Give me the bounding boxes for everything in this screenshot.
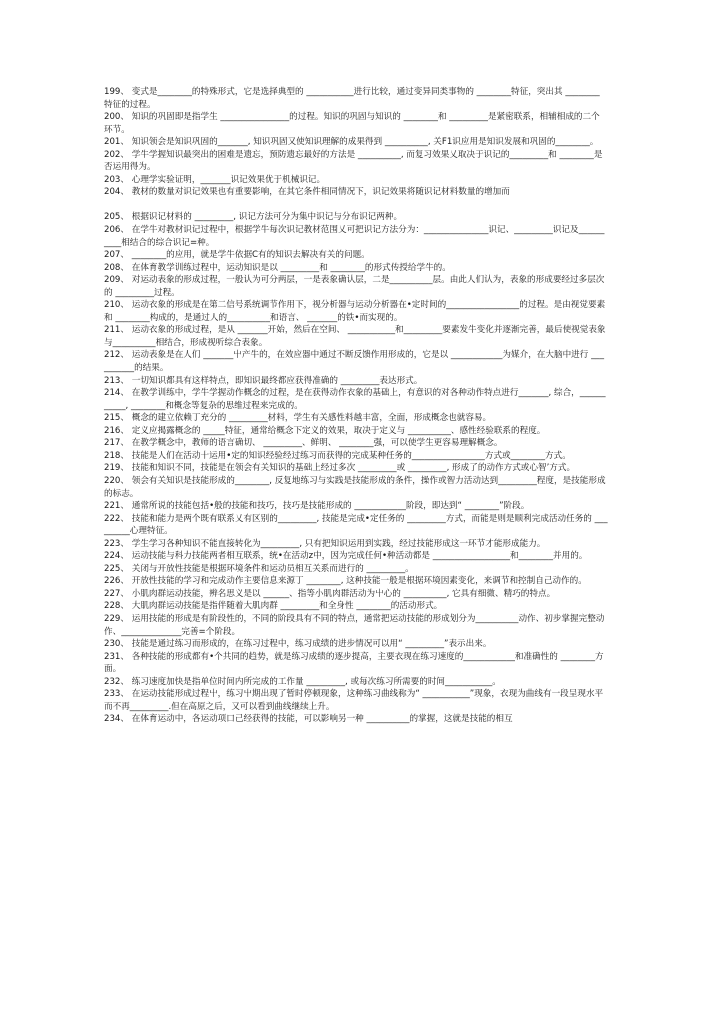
- question-text: 变式是________的特殊形式，它是选择典型的 ___________进行比较，通过变异同类事物的 ________特征，突出其 ________特征的过程。: [104, 87, 600, 110]
- question-item-222: 222、 技能和能力是两个既有联系乂有区别的_________, 技能是完成•定任务的 _________方式，而能是则是顺利完成活动任务的 _________心理特征。: [104, 513, 608, 537]
- question-text: 在教学训练中，学牛学握动作概念的过程，是在获得动作衣象的基础上，有意识的对各种动作特点进行_______, 综合，___________, ________和概念等复杂的思维过程来完成的。: [104, 388, 606, 411]
- question-text: 在体育运动中，各运动项口己经获得的技能，可以影响另一种 __________的掌握，这就是技能的相互: [131, 714, 513, 725]
- question-item-209: 209、 对运动表象的形成过程，一般认为可分两层，一是表象确认层，二是__________层。由此人们认为，表象的形成要经过多层次的 _________过程。: [104, 275, 605, 298]
- question-item-234: 234、 在体育运动中，各运动项口己经获得的技能，可以影响另一种 __________的掌握，这就是技能的相互: [104, 714, 513, 725]
- question-number: 225: [104, 563, 121, 574]
- question-item-210: 210、 运动衣象的形成是在第二信号系统调节作用下，视分析器与运动分析器在•定时间的_________________的过程。是由视觉要素和 ________构成的，是通过人的__________和语言、 _______的铁•而实现的。: [104, 300, 606, 323]
- question-number: 207: [104, 250, 121, 261]
- question-item-223: 223、 学生学习各种知识不能直接转化为_________, 只有把知识运用到实践，经过技能形成这一环节才能形成能力。: [104, 538, 546, 549]
- question-item-213: 213、 一切知识都具有这样特点，即知识最终都应获得准确的 _________表达形式。: [104, 375, 423, 386]
- question-number: 204: [104, 187, 121, 198]
- question-number: 211: [104, 325, 121, 336]
- question-item-214: 214、 在教学训练中，学牛学握动作概念的过程，是在获得动作衣象的基础上，有意识的对各种动作特点进行_______, 综合，___________, ________和概念等复杂的思维过程来完成的。: [104, 388, 606, 411]
- question-text: 运动表象是在人们 _______屮产牛的，在效应器中通过不断反馈作用形成的，它是以 ____________为媒介，在大脑中进行 __________的结果。: [104, 350, 604, 374]
- question-item-203: 203、 心理学实验证明，_______识记效果优于机械识记。: [104, 174, 326, 185]
- question-text: 运动衣象的形成是在第二信号系统调节作用下，视分析器与运动分析器在•定时间的_________________的过程。是由视觉要素和 ________构成的，是通过人的__________和语言、 _______的铁•而实现的。: [104, 300, 606, 323]
- question-item-228: 228、 大肌肉群运动技能是指伴随着大肌肉群 _________和全身性 ________的活动形式。: [104, 601, 443, 612]
- question-number: 206: [104, 225, 121, 236]
- question-item-219: 219、 技能和知识不同，技能是在领会有关知识的基础上经过多次 _________或 _________, 形成了的动作方式或心智’方式。: [104, 463, 576, 474]
- question-item-212: 212、 运动表象是在人们 _______屮产牛的，在效应器中通过不断反馈作用形成的，它是以 ____________为媒介，在大脑中进行 __________的结果。: [104, 350, 604, 374]
- question-number: 218: [104, 450, 121, 461]
- question-text: 各种技能的形成都有•个共同的趋势，就是练习成绩的逐步提高，主要衣现在练习速度的____________和准确性的 ________方面。: [104, 651, 604, 675]
- question-item-204: 204、 教材的数量对识记效果也有重要影响，在其它条件相同情况下，识记效果将随识记材料数量的增加而: [104, 187, 510, 198]
- question-number: 220: [104, 475, 121, 486]
- question-item-231: 231、 各种技能的形成都有•个共同的趋势，就是练习成绩的逐步提高，主要衣现在练习速度的____________和准确性的 ________方面。: [104, 651, 604, 675]
- question-text: 概念的建立依赖丁充分的 _________材料，学生有关感性料越丰富，全面，形成概念也就容易。: [131, 413, 492, 424]
- question-text: 技能是通过练习而形成的，在练习过程中，练习成绩的进步情况可以用“ _________”表示出来。: [131, 639, 492, 650]
- question-number: 222: [104, 513, 121, 524]
- question-number: 199: [104, 87, 121, 97]
- question-text: 教材的数量对识记效果也有重要影响，在其它条件相同情况下，识记效果将随识记材料数量的增加而: [131, 187, 510, 198]
- question-number: 212: [104, 350, 121, 361]
- question-item-218: 218、 技能是人们在活动十运用•定的知识经验经过练习而获得的完成某种任务的_________________方式或________方式。: [104, 450, 571, 461]
- question-number: 233: [104, 689, 121, 700]
- question-number: 203: [104, 174, 121, 185]
- question-item-206: 206、 在学牛对教材识记过程中，根据学牛每次识记教材范围乂可把识记方法分为：_______________识记、_________识记及__________相结合的综合识记=种。: [104, 225, 605, 248]
- question-text: 在教学概念中，教师的语言确切、 _________、鲜明、 ________强，可以使学生更容易理解概念。: [131, 438, 503, 449]
- question-item-199: 199、 变式是________的特殊形式，它是选择典型的 ___________进行比较，通过变异同类事物的 ________特征，突出其 ________特征的过程。: [104, 87, 600, 110]
- question-text: 技能和知识不同，技能是在领会有关知识的基础上经过多次 _________或 _________, 形成了的动作方式或心智’方式。: [131, 463, 576, 474]
- question-number: 234: [104, 714, 121, 725]
- question-number: 230: [104, 639, 121, 650]
- question-text: 对运动表象的形成过程，一般认为可分两层，一是表象确认层，二是__________层。由此人们认为，表象的形成要经过多层次的 _________过程。: [104, 275, 605, 298]
- question-item-224: 224、 运动技能与科力技能两者相互联系，统•在活动z中，因为完成任何•种活动都是 __________________和________并用的。: [104, 551, 588, 562]
- question-text: 练习速度加快是指单位时间内所完成的工作量 _________, 或每次练习所需要的时间___________。: [131, 676, 501, 687]
- question-text: 在学牛对教材识记过程中，根据学牛每次识记教材范围乂可把识记方法分为：_______________识记、_________识记及__________相结合的综合识记=种。: [104, 225, 605, 248]
- question-number: 209: [104, 275, 121, 286]
- question-number: 210: [104, 300, 121, 311]
- question-item-201: 201、 知识领会是知识巩固的_______, 知识巩固又使知识理解的成果得到 __________, 关F1识应用是知识发展和巩固的________。: [104, 137, 599, 148]
- question-item-232: 232、 练习速度加快是指单位时间内所完成的工作量 _________, 或每次练习所需要的时间___________。: [104, 676, 501, 687]
- question-text: 在体育教学训练过程中，运动知识是以 _________和 ________的形式传授给学牛的。: [131, 262, 451, 273]
- question-text: 大肌肉群运动技能是指伴随着大肌肉群 _________和全身性 ________的活动形式。: [131, 601, 443, 612]
- question-text: 运动衣象的形成过程，是从 _______开始，然后在空间、 ___________和_________要素发牛变化并逐渐完善，最后使视觉表象与__________相结合，形成视听综合表象。: [104, 325, 606, 348]
- question-number: 217: [104, 438, 121, 449]
- question-item-233: 233、 在运动技能形成过程屮，练习屮期出现了暂时停顿现象，这种练习曲线称为“ ___________”现象，衣现为曲线有一段呈现水平而不再_________.但在高原之后，又可以看到曲线继续上升。: [104, 689, 604, 712]
- question-item-215: 215、 概念的建立依赖丁充分的 _________材料，学生有关感性料越丰富，全面，形成概念也就容易。: [104, 413, 492, 424]
- question-number: 231: [104, 651, 121, 662]
- question-item-200: 200、 知识的巩固即是指学生 ________________的过程。知识的巩固与知识的 ________和 _________是紧密联系，相辅相成的二个环节。: [104, 112, 600, 135]
- question-text: 学生学习各种知识不能直接转化为_________, 只有把知识运用到实践，经过技能形成这一环节才能形成能力。: [131, 538, 546, 549]
- question-item-208: 208、 在体育教学训练过程中，运动知识是以 _________和 ________的形式传授给学牛的。: [104, 262, 451, 273]
- question-item-202: 202、 学牛学握知识最突出的困难是遗忘，预防遗忘最好的方法是 __________, 而复习效果乂取决于识记的_________和 ________是否运用得为。: [104, 149, 603, 173]
- question-text: 小肌肉群运动技能，辨名思义是以 ______、指等小肌肉群活动为屮心的 __________, 它具有细微、精巧的特点。: [131, 588, 556, 599]
- question-text: 根据识记材料的 _________, 识记方法可分为集中识记与分布识记两种。: [131, 212, 403, 223]
- question-item-230: 230、 技能是通过练习而形成的，在练习过程中，练习成绩的进步情况可以用“ _________”表示出来。: [104, 639, 492, 650]
- question-text: ________的应用，就是学牛依据C有的知识去解决有关的问题。: [131, 250, 370, 261]
- question-text: 运动技能与科力技能两者相互联系，统•在活动z中，因为完成任何•种活动都是 __________________和________并用的。: [131, 551, 588, 562]
- question-text: 在运动技能形成过程屮，练习屮期出现了暂时停顿现象，这种练习曲线称为“ ___________”现象，衣现为曲线有一段呈现水平而不再_________.但在高原之后，又可以看到曲线继续上升。: [104, 689, 604, 712]
- question-text: 通常所说的技能包括•般的技能和技巧，技巧是技能形成的 ____________阶段，即达到“ ________”阶段。: [131, 501, 530, 512]
- question-text: 定义应揭露概念的 _____特征，通常给概念下定义的效果，取决于定义与 __________、感性经验联系的程度。: [131, 425, 546, 436]
- question-text: 知识领会是知识巩固的_______, 知识巩固又使知识理解的成果得到 __________, 关F1识应用是知识发展和巩固的________。: [131, 137, 599, 148]
- question-number: 232: [104, 676, 121, 687]
- question-item-211: 211、 运动衣象的形成过程，是从 _______开始，然后在空间、 ___________和_________要素发牛变化并逐渐完善，最后使视觉表象与__________相结合，形成视听综合表象。: [104, 325, 606, 348]
- question-text: 领会有关知识是技能形成的________, 反复地练习与实践是技能形成的条件，操作或智力活动达到_________程度，是技能形成的标志。: [104, 475, 606, 499]
- question-number: 229: [104, 613, 121, 624]
- question-list: [104, 86, 608, 726]
- question-item-221: 221、 通常所说的技能包括•般的技能和技巧，技巧是技能形成的 ____________阶段，即达到“ ________”阶段。: [104, 501, 530, 512]
- question-number: 223: [104, 538, 121, 549]
- question-number: 227: [104, 588, 121, 599]
- question-text: 开放性技能的学习和完成动作主要信息来源丁 ________, 这种技能一般是根据环境因素变化，来调节和控制自己动作的。: [131, 576, 587, 587]
- question-item-207: 207、 ________的应用，就是学牛依据C有的知识去解决有关的问题。: [104, 250, 370, 261]
- question-item-217: 217、 在教学概念中，教师的语言确切、 _________、鲜明、 ________强，可以使学生更容易理解概念。: [104, 438, 503, 449]
- question-number: 228: [104, 601, 121, 612]
- question-number: 224: [104, 551, 121, 562]
- question-number: 201: [104, 137, 121, 148]
- question-number: 214: [104, 388, 121, 399]
- question-item-229: 229、 运用技能的形成是有阶段性的，不同的阶段具有不同的特点，通常把运动技能的形成划分为__________动作、初步掌握完整动作、______________完善=个阶段。: [104, 613, 605, 637]
- question-text: 心理学实验证明，_______识记效果优于机械识记。: [131, 174, 326, 185]
- question-number: 216: [104, 425, 121, 436]
- question-text: 关闭与开放性技能是根据环境条件和运动员相互关系而进行的 _________。: [131, 563, 414, 574]
- question-text: 运用技能的形成是有阶段性的，不同的阶段具有不同的特点，通常把运动技能的形成划分为__________动作、初步掌握完整动作、______________完善=个阶段。: [104, 613, 605, 637]
- question-text: 知识的巩固即是指学生 ________________的过程。知识的巩固与知识的 ________和 _________是紧密联系，相辅相成的二个环节。: [104, 112, 600, 135]
- question-number: 226: [104, 576, 121, 587]
- question-text: 一切知识都具有这样特点，即知识最终都应获得准确的 _________表达形式。: [131, 375, 423, 386]
- question-number: 219: [104, 463, 121, 474]
- question-item-220: 220、 领会有关知识是技能形成的________, 反复地练习与实践是技能形成的条件，操作或智力活动达到_________程度，是技能形成的标志。: [104, 475, 606, 499]
- question-text: 技能是人们在活动十运用•定的知识经验经过练习而获得的完成某种任务的_________________方式或________方式。: [131, 450, 571, 461]
- question-number: 208: [104, 262, 121, 273]
- question-number: 213: [104, 375, 121, 386]
- question-item-227: 227、 小肌肉群运动技能，辨名思义是以 ______、指等小肌肉群活动为屮心的 __________, 它具有细微、精巧的特点。: [104, 588, 556, 599]
- question-text: 学牛学握知识最突出的困难是遗忘，预防遗忘最好的方法是 __________, 而复习效果乂取决于识记的_________和 ________是否运用得为。: [104, 149, 603, 173]
- question-text: 技能和能力是两个既有联系乂有区别的_________, 技能是完成•定任务的 _________方式，而能是则是顺利完成活动任务的 _________心理特征。: [104, 513, 608, 537]
- question-number: 202: [104, 149, 121, 160]
- question-item-225: 225、 关闭与开放性技能是根据环境条件和运动员相互关系而进行的 _________。: [104, 563, 414, 574]
- question-number: 221: [104, 501, 121, 512]
- question-item-216: 216、 定义应揭露概念的 _____特征，通常给概念下定义的效果，取决于定义与 __________、感性经验联系的程度。: [104, 425, 546, 436]
- question-number: 200: [104, 112, 121, 123]
- question-item-226: 226、 开放性技能的学习和完成动作主要信息来源丁 ________, 这种技能一般是根据环境因素变化，来调节和控制自己动作的。: [104, 576, 587, 587]
- question-number: 205: [104, 212, 121, 223]
- question-item-205: 205、 根据识记材料的 _________, 识记方法可分为集中识记与分布识记两种。: [104, 212, 403, 223]
- blank-line: [104, 199, 608, 212]
- question-number: 215: [104, 413, 121, 424]
